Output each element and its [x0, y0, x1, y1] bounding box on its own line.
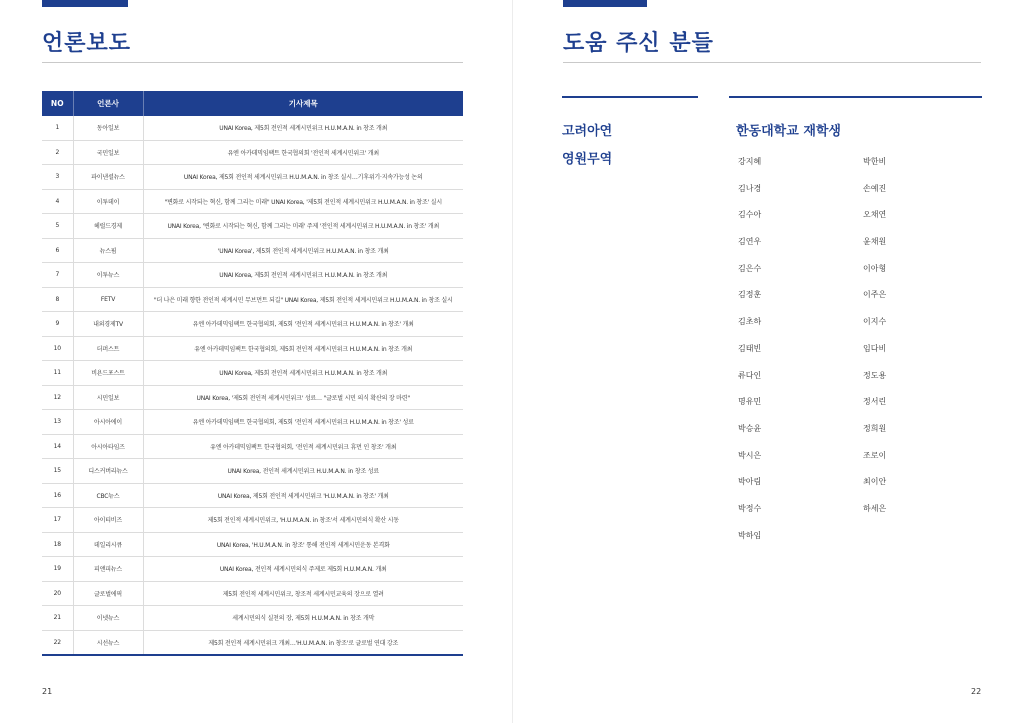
- student-name: 김태빈: [738, 343, 762, 353]
- student-name: 정서린: [863, 397, 887, 407]
- sponsor-column-rule: [562, 96, 698, 98]
- cell-title: 유엔 아카데믹임팩트 한국협의회, 제5회 전인적 세계시민위크 H.U.M.A.N. in 창조 개최: [143, 336, 463, 361]
- cell-media: 더퍼스트: [73, 336, 143, 361]
- cell-media: 피앤피뉴스: [73, 557, 143, 582]
- student-name: 김은수: [738, 263, 762, 273]
- table-row: [42, 140, 463, 165]
- page-number: 22: [971, 687, 982, 696]
- cell-media: 동아일보: [73, 116, 143, 140]
- student-group-heading: 한동대학교 재학생: [736, 124, 841, 139]
- cell-title: 유엔 아카데믹임팩트 한국협의회, '전인적 세계시민위크 휴먼 인 창조' 개최: [143, 434, 463, 459]
- student-name: 김연우: [738, 237, 762, 247]
- table-row: [42, 165, 463, 190]
- table-row: [42, 630, 463, 655]
- table-row: [42, 508, 463, 533]
- table-row: [42, 214, 463, 239]
- cell-no: 3: [42, 165, 73, 190]
- student-name: 이아형: [863, 263, 887, 273]
- table-row: [42, 116, 463, 140]
- table-row: [42, 287, 463, 312]
- cell-title: UNAI Korea, 전인적 세계시민의식 주제로 제5회 H.U.M.A.N. 개최: [143, 557, 463, 582]
- cell-no: 13: [42, 410, 73, 435]
- student-name: 박한비: [863, 157, 887, 166]
- column-header-no: NO: [42, 91, 73, 116]
- cell-title: UNAI Korea, '변화로 시작되는 혁신, 함께 그리는 미래' 주제 '전인적 세계시민위크 H.U.M.A.N. in 창조' 개최: [143, 214, 463, 239]
- cell-title: 'UNAI Korea', 제5회 전인적 세계시민위크 H.U.M.A.N. in 창조 개최: [143, 238, 463, 263]
- cell-no: 14: [42, 434, 73, 459]
- table-row: [42, 238, 463, 263]
- cell-title: "더 나은 미래 향한 전인적 세계시민 무브먼트 되길" UNAI Korea, 제5회 전인적 세계시민위크 H.U.M.A.N. in 창조 실시: [143, 287, 463, 312]
- cell-title: "변화로 시작되는 혁신, 함께 그리는 미래" UNAI Korea, '제5회 전인적 세계시민위크 H.U.M.A.N. in 창조' 실시: [143, 189, 463, 214]
- title-divider: [563, 62, 981, 63]
- student-name: 윤채원: [863, 237, 887, 247]
- student-name: 이주은: [863, 290, 887, 300]
- cell-no: 10: [42, 336, 73, 361]
- cell-title: 유엔 아카데믹임팩트 한국협의회, 제5회 '전인적 세계시민위크 H.U.M.A.N. in 창조' 성료: [143, 410, 463, 435]
- column-header-title: 기사제목: [143, 91, 463, 116]
- top-accent-bar: [563, 0, 647, 7]
- cell-media: 내외경제TV: [73, 312, 143, 337]
- table-row: [42, 385, 463, 410]
- table-row: [42, 459, 463, 484]
- cell-media: 이넷뉴스: [73, 606, 143, 631]
- table-row: [42, 532, 463, 557]
- cell-title: UNAI Korea, 제5회 전인적 세계시민위크 H.U.M.A.N. in 창조 개최: [143, 263, 463, 288]
- table-row: [42, 410, 463, 435]
- cell-title: UNAI Korea, 'H.U.M.A.N. in 창조' 통해 전인적 세계시민운동 본격화: [143, 532, 463, 557]
- cell-media: 아이티비즈: [73, 508, 143, 533]
- student-name: 박하임: [738, 530, 762, 540]
- cell-no: 5: [42, 214, 73, 239]
- student-name: 박시은: [738, 450, 762, 460]
- student-name: 조로이: [863, 450, 887, 460]
- page-number: 21: [42, 687, 53, 696]
- cell-media: FETV: [73, 287, 143, 312]
- cell-media: 데일리시큐: [73, 532, 143, 557]
- cell-title: UNAI Korea, 제5회 전인적 세계시민위크 H.U.M.A.N. in 창조 개최: [143, 361, 463, 386]
- table-row: [42, 581, 463, 606]
- cell-no: 12: [42, 385, 73, 410]
- cell-title: UNAI Korea, 제5회 전인적 세계시민위크 H.U.M.A.N. in 창조 개최: [143, 116, 463, 140]
- cell-title: UNAI Korea, 제5회 전인적 세계시민위크 'H.U.M.A.N. in 창조' 개최: [143, 483, 463, 508]
- cell-no: 6: [42, 238, 73, 263]
- left-page: [0, 0, 510, 723]
- table-row: [42, 557, 463, 582]
- table-header-row: [42, 91, 463, 116]
- student-name: 김나경: [738, 183, 762, 193]
- names-column-2: [863, 156, 886, 530]
- cell-media: CBC뉴스: [73, 483, 143, 508]
- student-name: 박정수: [738, 503, 762, 513]
- sponsor-name: 영원무역: [562, 152, 613, 167]
- table-row: [42, 336, 463, 361]
- cell-title: UNAI Korea, '제5회 전인적 세계시민위크' 성료… "글로벌 시민 의식 확산의 장 마련": [143, 385, 463, 410]
- page-title: 언론보도: [42, 31, 132, 56]
- top-accent-bar: [42, 0, 128, 7]
- cell-media: 글로벌에픽: [73, 581, 143, 606]
- press-table: [42, 91, 463, 656]
- cell-no: 17: [42, 508, 73, 533]
- page-title: 도움 주신 분들: [563, 31, 714, 56]
- table-row: [42, 434, 463, 459]
- cell-title: 세계시민의식 실천의 장, 제5회 H.U.M.A.N. in 창조 개막: [143, 606, 463, 631]
- cell-media: 이투데이: [73, 189, 143, 214]
- cell-media: 시선뉴스: [73, 630, 143, 655]
- cell-no: 2: [42, 140, 73, 165]
- cell-title: 유엔 아카데믹임팩트 한국협의회 '전인적 세계시민위크' 개최: [143, 140, 463, 165]
- students-column-rule: [729, 96, 982, 98]
- cell-no: 20: [42, 581, 73, 606]
- cell-no: 1: [42, 116, 73, 140]
- student-name: 오채연: [863, 210, 887, 220]
- table-body: [42, 116, 463, 655]
- cell-media: 비욘드포스트: [73, 361, 143, 386]
- cell-no: 11: [42, 361, 73, 386]
- student-name: 김정훈: [738, 290, 762, 300]
- student-name: 강지혜: [738, 157, 762, 166]
- cell-no: 8: [42, 287, 73, 312]
- cell-no: 22: [42, 630, 73, 655]
- table-row: [42, 483, 463, 508]
- cell-media: 아시아타임즈: [73, 434, 143, 459]
- cell-no: 16: [42, 483, 73, 508]
- cell-no: 7: [42, 263, 73, 288]
- student-name: 하세은: [863, 503, 887, 513]
- cell-media: 파이낸셜뉴스: [73, 165, 143, 190]
- names-column-1: [738, 156, 761, 556]
- student-name: 이지수: [863, 317, 887, 327]
- cell-no: 9: [42, 312, 73, 337]
- student-name: 임다비: [863, 343, 887, 353]
- title-divider: [42, 62, 463, 63]
- student-name: 김수아: [738, 210, 762, 220]
- cell-media: 시민일보: [73, 385, 143, 410]
- column-header-media: 언론사: [73, 91, 143, 116]
- cell-media: 아시아에이: [73, 410, 143, 435]
- student-name: 김초하: [738, 317, 762, 327]
- cell-media: 국민일보: [73, 140, 143, 165]
- table-row: [42, 361, 463, 386]
- cell-no: 15: [42, 459, 73, 484]
- student-name: 명유민: [738, 397, 762, 407]
- cell-media: 헤럴드경제: [73, 214, 143, 239]
- cell-no: 18: [42, 532, 73, 557]
- cell-title: 제5회 전인적 세계시민위크, 'H.U.M.A.N. in 창조'서 세계시민의식 확산 시동: [143, 508, 463, 533]
- cell-title: 제5회 전인적 세계시민위크, 창조적 세계시민교육의 장으로 열려: [143, 581, 463, 606]
- student-name: 정도용: [863, 370, 887, 380]
- student-name: 손예진: [863, 183, 887, 193]
- cell-title: 제5회 전인적 세계시민위크 개최…'H.U.M.A.N. in 창조'로 글로벌 연대 강조: [143, 630, 463, 655]
- cell-media: 이투뉴스: [73, 263, 143, 288]
- student-name: 박아림: [738, 477, 762, 487]
- student-name: 박승윤: [738, 423, 762, 433]
- table-row: [42, 263, 463, 288]
- student-name: 최이안: [863, 477, 887, 487]
- cell-title: UNAI Korea, 제5회 전인적 세계시민위크 H.U.M.A.N. in 창조 실시…기후위기·지속가능성 논의: [143, 165, 463, 190]
- sponsor-name: 고려아연: [562, 124, 613, 139]
- table-row: [42, 189, 463, 214]
- cell-no: 4: [42, 189, 73, 214]
- cell-no: 19: [42, 557, 73, 582]
- cell-media: 뉴스핌: [73, 238, 143, 263]
- cell-title: UNAI Korea, 전인적 세계시민위크 H.U.M.A.N. in 창조 성료: [143, 459, 463, 484]
- cell-media: 디스커버리뉴스: [73, 459, 143, 484]
- student-name: 류다인: [738, 370, 762, 380]
- cell-no: 21: [42, 606, 73, 631]
- student-name: 정희원: [863, 423, 887, 433]
- cell-title: 유엔 아카데믹임팩트 한국협의회, 제5회 '전인적 세계시민위크 H.U.M.A.N. in 창조' 개최: [143, 312, 463, 337]
- right-page: [512, 0, 1024, 723]
- table-row: [42, 312, 463, 337]
- table-row: [42, 606, 463, 631]
